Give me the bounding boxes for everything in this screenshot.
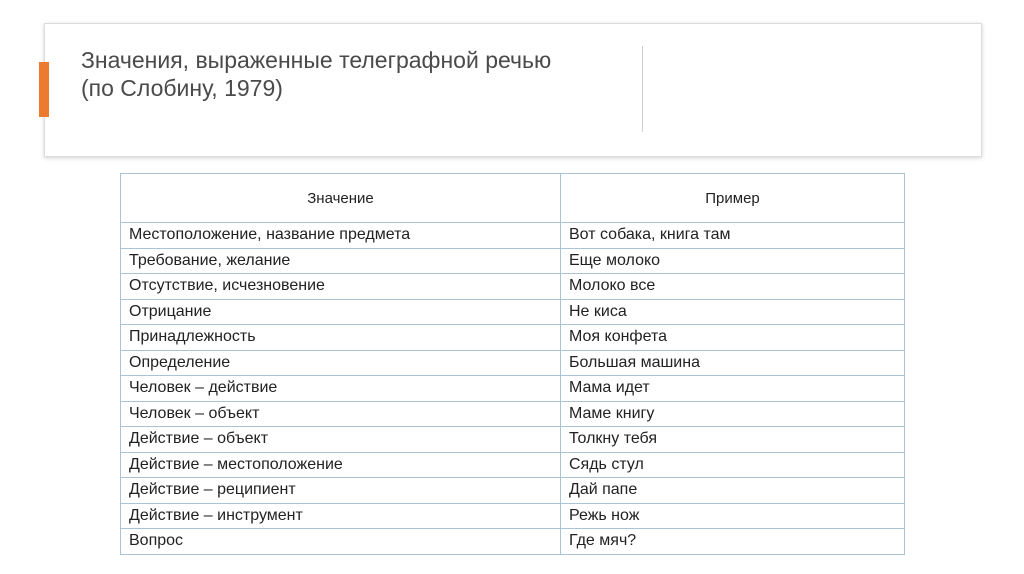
header-example: Пример	[561, 174, 905, 223]
meaning-cell: Действие – объект	[121, 427, 561, 453]
table-row	[121, 325, 905, 351]
meaning-cell: Принадлежность	[121, 325, 561, 351]
meanings-table	[120, 173, 905, 555]
example-cell: Не киса	[561, 299, 905, 325]
example-cell: Вот собака, книга там	[561, 223, 905, 249]
example-cell: Маме книгу	[561, 401, 905, 427]
slide-title	[81, 46, 621, 102]
meaning-cell: Отрицание	[121, 299, 561, 325]
table-row	[121, 376, 905, 402]
table-row	[121, 503, 905, 529]
example-cell: Моя конфета	[561, 325, 905, 351]
title-card	[44, 23, 982, 157]
example-cell: Большая машина	[561, 350, 905, 376]
header-meaning: Значение	[121, 174, 561, 223]
meaning-cell: Местоположение, название предмета	[121, 223, 561, 249]
meaning-cell: Действие – инструмент	[121, 503, 561, 529]
table-row	[121, 248, 905, 274]
table-row	[121, 529, 905, 555]
table-row	[121, 452, 905, 478]
table-row	[121, 401, 905, 427]
table-row	[121, 478, 905, 504]
meanings-table-container	[120, 173, 904, 555]
table-row	[121, 350, 905, 376]
meaning-cell: Человек – объект	[121, 401, 561, 427]
title-line-2: (по Слобину, 1979)	[81, 75, 283, 101]
meaning-cell: Действие – местоположение	[121, 452, 561, 478]
example-cell: Сядь стул	[561, 452, 905, 478]
example-cell: Толкну тебя	[561, 427, 905, 453]
example-cell: Еще молоко	[561, 248, 905, 274]
meaning-cell: Отсутствие, исчезновение	[121, 274, 561, 300]
table-row	[121, 274, 905, 300]
meaning-cell: Действие – реципиент	[121, 478, 561, 504]
table-header-row	[121, 174, 905, 223]
meaning-cell: Определение	[121, 350, 561, 376]
table-row	[121, 427, 905, 453]
example-cell: Молоко все	[561, 274, 905, 300]
example-cell: Режь нож	[561, 503, 905, 529]
meaning-cell: Требование, желание	[121, 248, 561, 274]
example-cell: Мама идет	[561, 376, 905, 402]
example-cell: Где мяч?	[561, 529, 905, 555]
title-divider	[642, 46, 643, 132]
meaning-cell: Человек – действие	[121, 376, 561, 402]
example-cell: Дай папе	[561, 478, 905, 504]
table-row	[121, 223, 905, 249]
table-row	[121, 299, 905, 325]
accent-bar	[39, 62, 49, 117]
title-line-1: Значения, выраженные телеграфной речью	[81, 47, 552, 73]
meaning-cell: Вопрос	[121, 529, 561, 555]
